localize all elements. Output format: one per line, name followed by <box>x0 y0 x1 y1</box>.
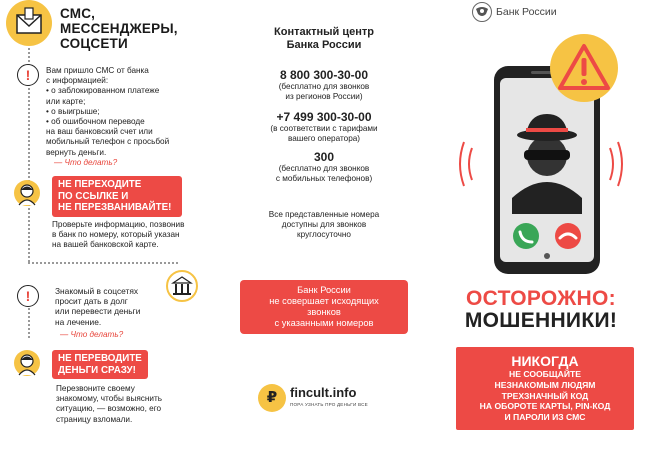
exclamation-icon <box>550 34 618 102</box>
contact-center-title: Контактный центр Банка России <box>274 26 374 51</box>
phone-note: с мобильных телефонов) <box>275 174 373 183</box>
advice-text: Перезвоните своему знакомому, чтобы выяснить ситуацию, — возможно, его страницу взломали. <box>56 384 162 424</box>
bank-name: Банк России <box>496 6 557 18</box>
phone-note: вашего оператора) <box>287 134 361 143</box>
warning-box-transfer: НЕ ПЕРЕВОДИТЕ ДЕНЬГИ СРАЗУ! <box>52 350 148 379</box>
sms-info-text: Вам пришло СМС от банка с информацией: • о заблокированном платеже или карте; • о выигрыше; • об ошибочном переводе на ваш банковский счет или мобильный телефон с просьбой вернуть деньги. <box>46 66 170 157</box>
warning-headline: ОСТОРОЖНО: МОШЕННИКИ! <box>464 287 618 332</box>
never-title: НИКОГДА <box>511 353 579 369</box>
availability-note: Все представленные номера доступны для звонков круглосуточно <box>268 210 380 239</box>
fincult-tagline: ПОРА УЗНАТЬ ПРО ДЕНЬГИ ВСЕ <box>290 402 368 407</box>
envelope-icon <box>6 0 52 46</box>
phone-entry <box>216 150 432 184</box>
phone-note: из регионов России) <box>285 92 363 101</box>
phone-note: (бесплатно для звонков <box>278 164 370 173</box>
fincult-name[interactable]: fincult.info <box>290 385 357 400</box>
social-info-text: Знакомый в соцсетях просит дать в долг или перевести деньги на лечение. <box>55 286 141 327</box>
section-title: СМС, МЕССЕНДЖЕРЫ, СОЦСЕТИ <box>60 6 178 51</box>
dotted-line <box>28 262 178 264</box>
exclamation-icon: ! <box>17 64 39 86</box>
phone-number[interactable]: +7 499 300-30-00 <box>276 110 372 124</box>
ruble-icon: ₽ <box>258 384 286 412</box>
bank-notice-box: Банк России не совершает исходящих звонков с указанными номеров <box>240 280 408 334</box>
exclamation-icon: ! <box>17 285 39 307</box>
column-warning <box>432 0 650 458</box>
man-icon <box>14 180 40 206</box>
advice-text: Проверьте информацию, позвонив в банк по номеру, который указан на вашей банковской карте. <box>52 220 185 250</box>
man-icon <box>14 350 40 376</box>
phone-number[interactable]: 8 800 300-30-00 <box>279 68 369 82</box>
question-text: — Что делать? <box>54 158 118 167</box>
phone-entry <box>216 68 432 102</box>
phone-note: (бесплатно для звонков <box>278 82 370 91</box>
phone-number[interactable]: 300 <box>313 150 335 164</box>
eagle-icon <box>472 2 492 22</box>
never-share-box: НИКОГДА НЕ СООБЩАЙТЕ НЕЗНАКОМЫМ ЛЮДЯМ ТРЕХЗНАЧНЫЙ КОД НА ОБОРОТЕ КАРТЫ, PIN-КОД И ПАРОЛИ ИЗ СМС <box>456 347 634 430</box>
column-contact-center <box>216 0 432 458</box>
bank-icon <box>166 270 198 302</box>
phone-entry <box>216 110 432 144</box>
phone-note: (в соответствии с тарифами <box>270 124 378 133</box>
column-sms-messengers <box>0 0 216 458</box>
warning-box-links: НЕ ПЕРЕХОДИТЕ ПО ССЫЛКЕ И НЕ ПЕРЕЗВАНИВАЙТЕ! <box>52 176 182 217</box>
question-text: — Что делать? <box>60 330 124 339</box>
